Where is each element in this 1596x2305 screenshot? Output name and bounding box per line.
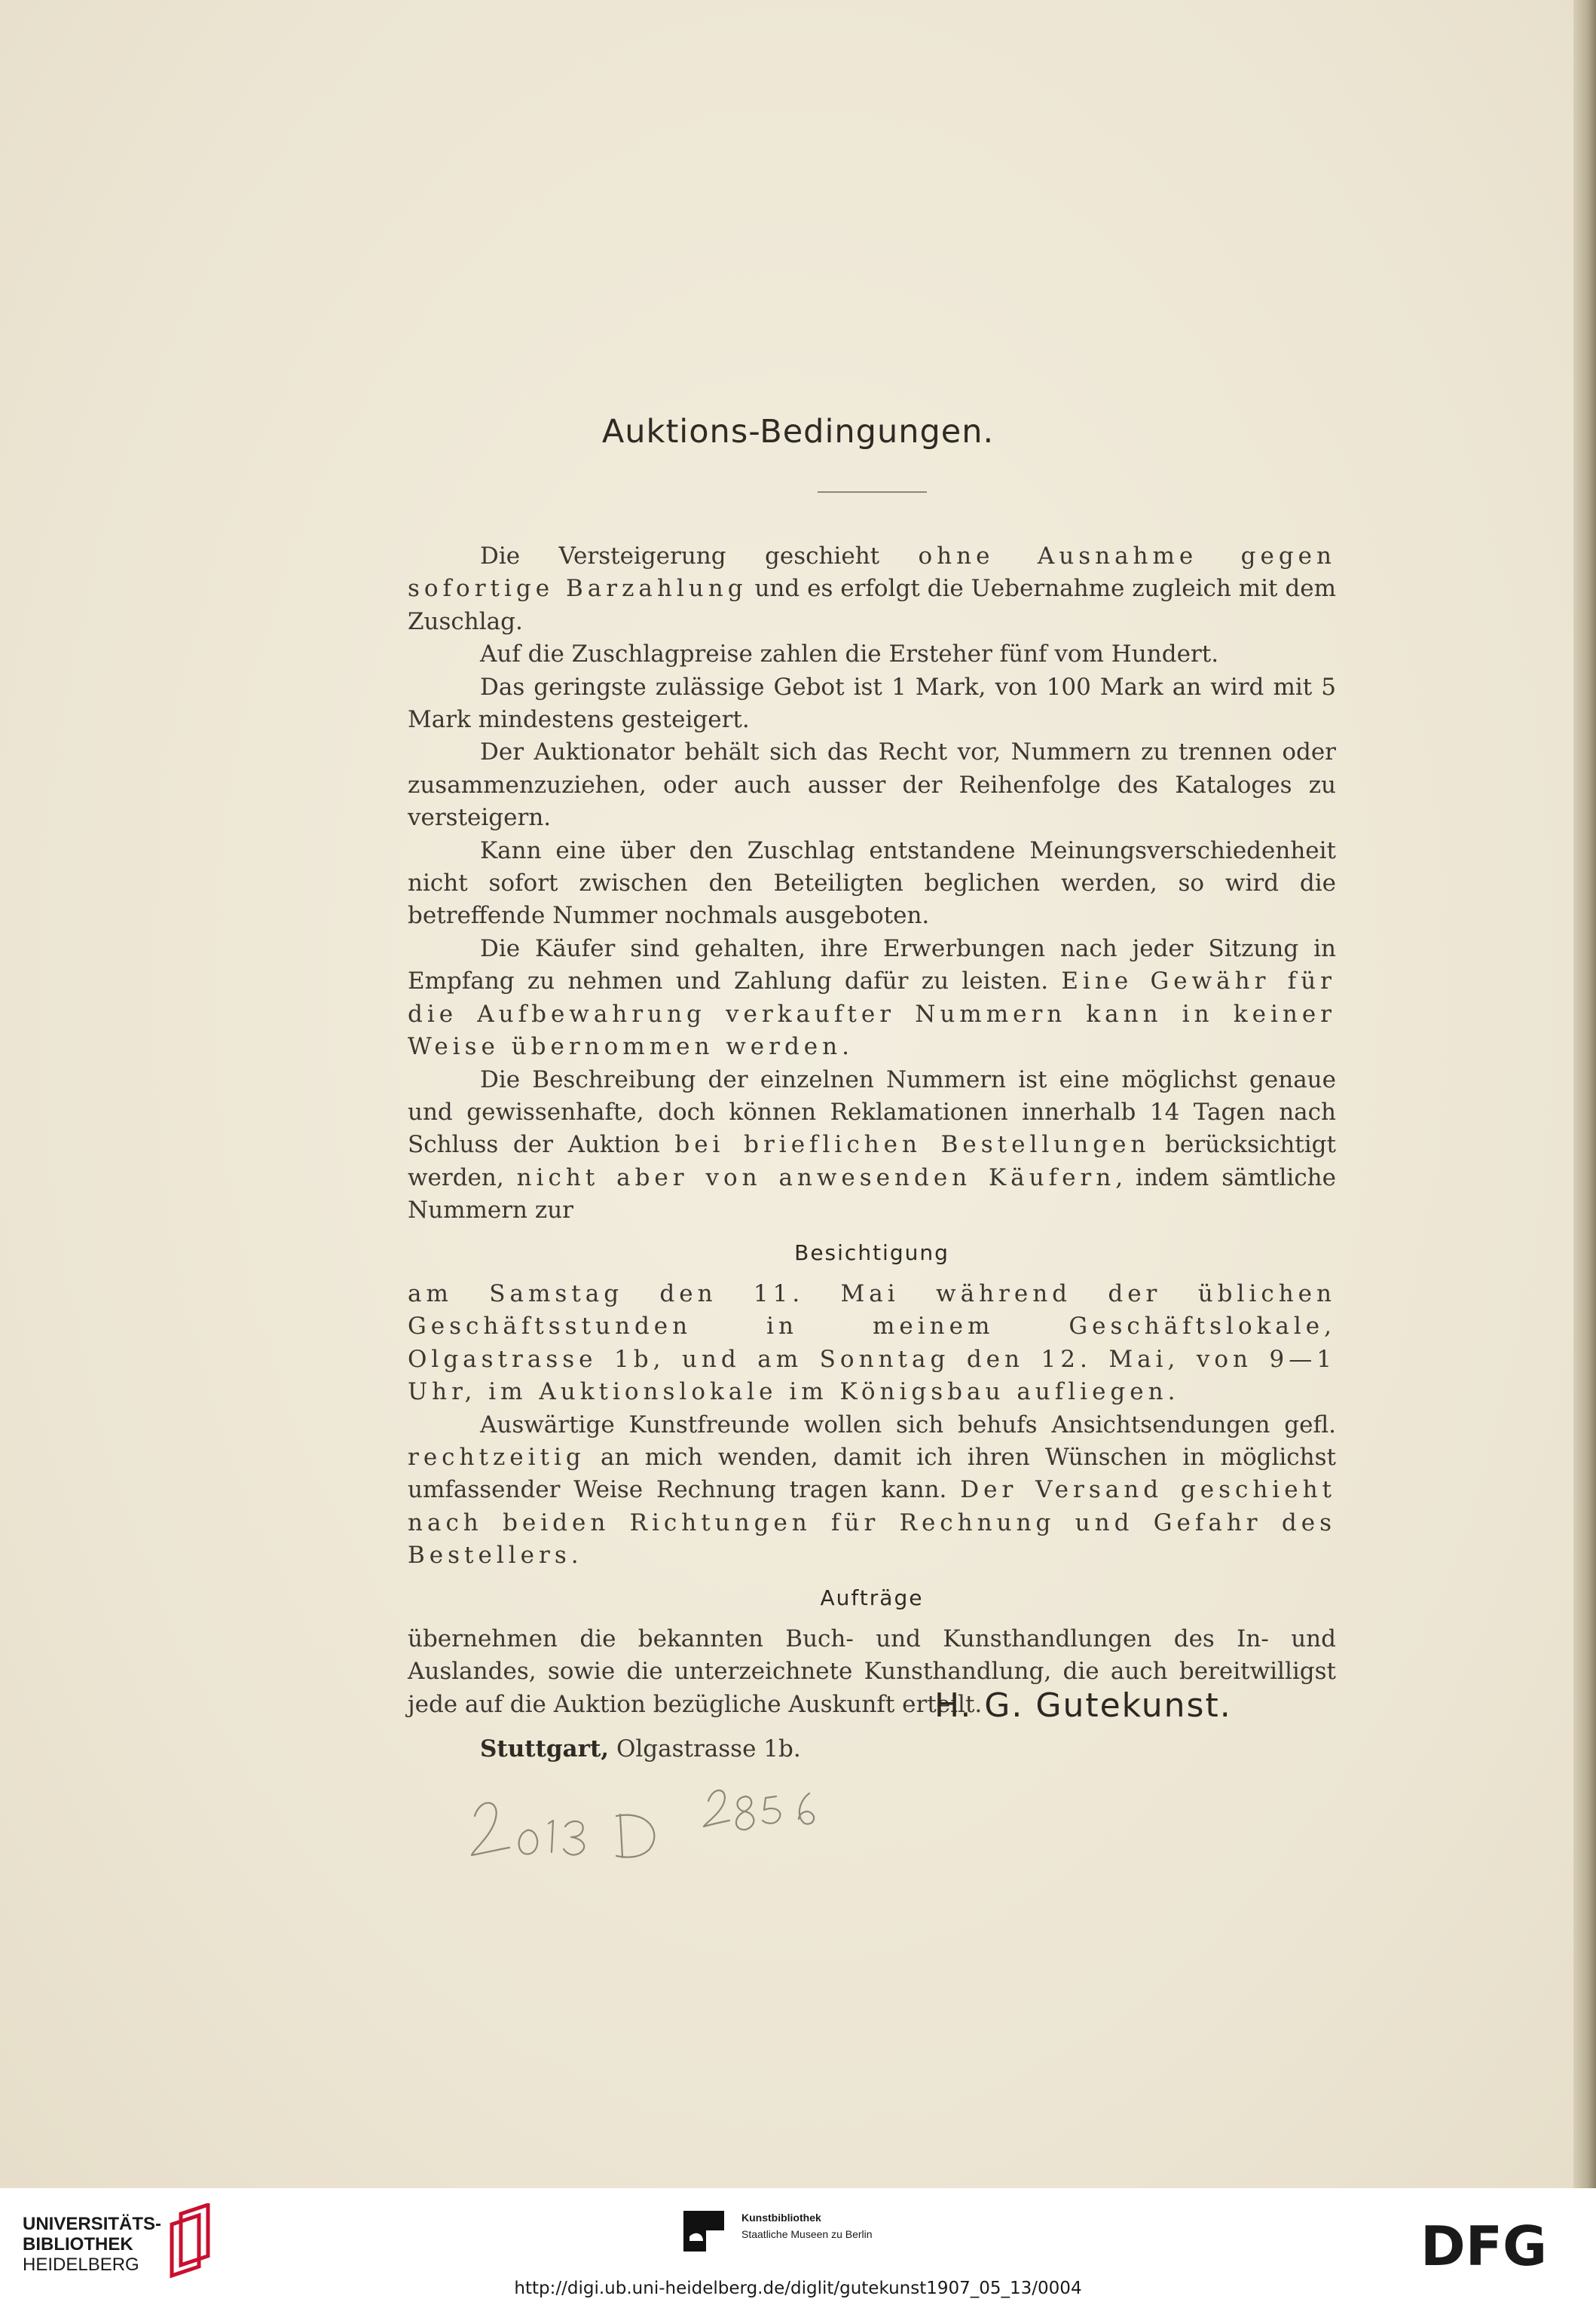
condition-paragraph-1 [408, 540, 1336, 638]
condition-paragraph-2 [408, 638, 1336, 671]
condition-paragraph-3 [408, 671, 1336, 737]
ub-heidelberg-logo-icon [164, 2203, 225, 2279]
viewing-paragraph-1-part-1: am Samstag den 11. Mai während der üblichen Geschäftsstunden in meinem Geschäftslokale, Olgastrasse 1b, und am Sonntag den 12. Mai, von 9—1 Uhr, im Auktionslokale im Königsbau aufliegen. [408, 1279, 1336, 1406]
kunstbibliothek-logo-text [741, 2209, 873, 2242]
partner-line-2: Staatliche Museen zu Berlin [741, 2228, 873, 2240]
title-divider [818, 491, 927, 493]
signature-name: H. G. Gutekunst. [934, 1686, 1232, 1725]
viewing-paragraph-1 [408, 1278, 1336, 1409]
city-address-line [408, 1733, 1336, 1765]
handwritten-shelfmark [466, 1771, 858, 1876]
conditions-paragraphs [408, 540, 1336, 1227]
condition-paragraph-7-part-2: bei brieflichen Bestellungen [674, 1131, 1151, 1159]
kunstbibliothek-logo-icon [680, 2208, 727, 2255]
library-line-1: UNIVERSITÄTS- [23, 2214, 162, 2234]
condition-paragraph-7-part-4: nicht aber von anwesenden Käufern [516, 1163, 1116, 1191]
library-line-3: HEIDELBERG [23, 2255, 139, 2275]
page-title: Auktions-Bedingungen. [601, 413, 995, 451]
source-url[interactable]: http://digi.ub.uni-heidelberg.de/diglit/gutekunst1907_05_13/0004 [514, 2279, 1082, 2298]
viewing-paragraph-2-part-1: Auswärtige Kunstfreunde wollen sich behufs Ansichtsendungen gefl. [480, 1411, 1336, 1438]
condition-paragraph-7-part-3: berücksichtigt werden, [408, 1131, 1336, 1191]
auction-conditions-text [408, 540, 1336, 1766]
viewing-paragraphs [408, 1278, 1336, 1573]
condition-paragraph-3-part-1: Das geringste zulässige Gebot ist 1 Mark, von 100 Mark an wird mit 5 Mark mindestens gesteigert. [408, 673, 1336, 734]
condition-paragraph-1-part-1: Die Versteigerung geschieht [480, 543, 919, 570]
condition-paragraph-7 [408, 1064, 1336, 1227]
ub-heidelberg-logo-text [23, 2214, 161, 2275]
library-line-2: BIBLIOTHEK [23, 2234, 133, 2255]
condition-paragraph-2-part-1: Auf die Zuschlagpreise zahlen die Ersteher fünf vom Hundert. [480, 640, 1219, 668]
partner-line-1: Kunstbibliothek [741, 2212, 821, 2224]
condition-paragraph-1-part-2: ohne Ausnahme gegen sofortige Barzahlung [408, 543, 1336, 603]
condition-paragraph-1-part-3: und es erfolgt die Uebernahme zugleich mit dem Zuschlag. [408, 575, 1336, 635]
orders-paragraph-1-part-1: übernehmen die bekannten Buch- und Kunsthandlungen des In- und Auslandes, sowie die unterzeichnete Kunsthandlung, die auch bereitwilligst jede auf die Auktion bezügliche Auskunft erteilt. [408, 1625, 1336, 1718]
page-edge-shadow [1573, 0, 1596, 2188]
address: Olgastrasse 1b. [609, 1735, 801, 1763]
heading-besichtigung: Besichtigung [794, 1240, 949, 1265]
condition-paragraph-4 [408, 736, 1336, 834]
condition-paragraph-6-part-1: Die Käufer sind gehalten, ihre Erwerbungen nach jeder Sitzung in Empfang zu nehmen und Zahlung dafür zu leisten. [408, 934, 1336, 995]
heading-auftraege: Aufträge [820, 1585, 924, 1610]
dfg-logo-text: DFG [1420, 2218, 1548, 2271]
viewing-paragraph-2 [408, 1409, 1336, 1573]
condition-paragraph-6-part-2: Eine Gewähr für die Aufbewahrung verkaufter Nummern kann in keiner Weise übernommen werden. [408, 968, 1336, 1061]
city-name: Stuttgart, [480, 1735, 610, 1763]
viewing-paragraph-2-part-4: Der Versand geschieht nach beiden Richtungen für Rechnung und Gefahr des Bestellers. [408, 1476, 1336, 1570]
condition-paragraph-6 [408, 933, 1336, 1064]
condition-paragraph-7-part-1: Die Beschreibung der einzelnen Nummern ist eine möglichst genaue und gewissenhafte, doch können Reklamationen innerhalb 14 Tagen nach Schluss der Auktion [408, 1065, 1336, 1159]
condition-paragraph-5-part-1: Kann eine über den Zuschlag entstandene Meinungsverschiedenheit nicht sofort zwischen den Beteiligten beglichen werden, so wird die betreffende Nummer nochmals ausgeboten. [408, 836, 1336, 930]
condition-paragraph-5 [408, 835, 1336, 933]
condition-paragraph-7-part-5: , indem sämtliche Nummern zur [408, 1163, 1336, 1224]
dfg-logo [1420, 2218, 1571, 2271]
viewing-paragraph-2-part-2: rechtzeitig [408, 1443, 586, 1471]
viewing-paragraph-2-part-3: an mich wenden, damit ich ihren Wünschen in möglichst umfassender Weise Rechnung tragen kann. [408, 1443, 1336, 1504]
condition-paragraph-4-part-1: Der Auktionator behält sich das Recht vor, Nummern zu trennen oder zusammenzuziehen, oder auch ausser der Reihenfolge des Kataloges zu versteigern. [408, 738, 1336, 832]
